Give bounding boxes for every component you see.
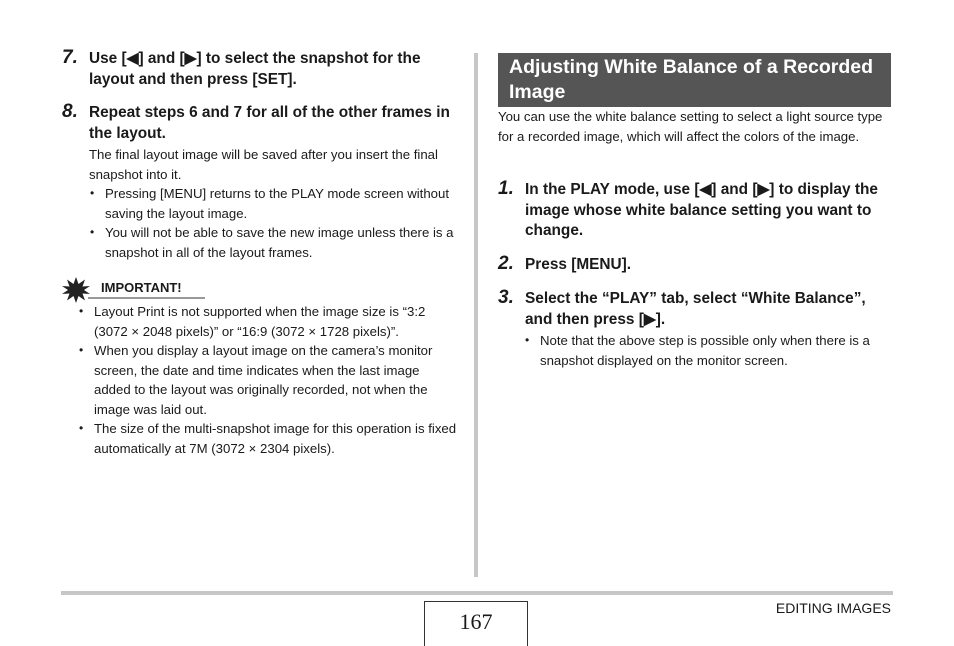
list-item: • You will not be able to save the new image unless there is a snapshot in all of the layout frames. <box>89 223 459 262</box>
important-label: IMPORTANT! <box>101 280 182 295</box>
column-divider <box>474 53 478 577</box>
step-text: Repeat steps 6 and 7 for all of the other frames in the layout. <box>89 104 450 142</box>
starburst-icon <box>62 277 90 303</box>
important-underline <box>88 297 205 299</box>
step-number: 3. <box>498 287 514 308</box>
important-callout <box>62 277 207 301</box>
footer-section-label: EDITING IMAGES <box>775 600 891 616</box>
step-number: 7. <box>62 47 78 68</box>
step-number: 2. <box>498 253 514 274</box>
step-8-bullet-list <box>89 184 459 262</box>
step-text: Use [◀] and [▶] to select the snapshot for the layout and then press [SET]. <box>89 50 421 88</box>
section-title: Adjusting White Balance of a Recorded Image <box>498 53 891 107</box>
step-text: Press [MENU]. <box>525 256 632 273</box>
footer-divider <box>61 591 893 595</box>
list-item: • Note that the above step is possible only when there is a snapshot displayed on the monitor screen. <box>524 331 890 370</box>
important-bullet-list <box>78 302 458 458</box>
step-3-bullet-list <box>524 331 890 370</box>
section-intro: You can use the white balance setting to select a light source type for a recorded image, which will affect the colors of the image. <box>498 109 883 144</box>
step-number: 8. <box>62 101 78 122</box>
step-number: 1. <box>498 178 514 199</box>
list-item: • The size of the multi-snapshot image for this operation is fixed automatically at 7M (3072 × 2304 pixels). <box>78 419 458 458</box>
page-number: 167 <box>424 601 528 646</box>
step-text: Select the “PLAY” tab, select “White Balance”, and then press [▶]. <box>525 290 866 328</box>
list-item: • Layout Print is not supported when the image size is “3:2 (3072 × 2048 pixels)” or “16:9 (3072 × 1728 pixels)”. <box>78 302 458 341</box>
step-text: In the PLAY mode, use [◀] and [▶] to display the image whose white balance setting you want to change. <box>525 181 878 239</box>
list-item: • Pressing [MENU] returns to the PLAY mode screen without saving the layout image. <box>89 184 459 223</box>
step-8-body: The final layout image will be saved after you insert the final snapshot into it. <box>89 147 438 182</box>
list-item: • When you display a layout image on the camera’s monitor screen, the date and time indicates when the last image added to the layout was originally recorded, not when the image was laid out. <box>78 341 458 419</box>
